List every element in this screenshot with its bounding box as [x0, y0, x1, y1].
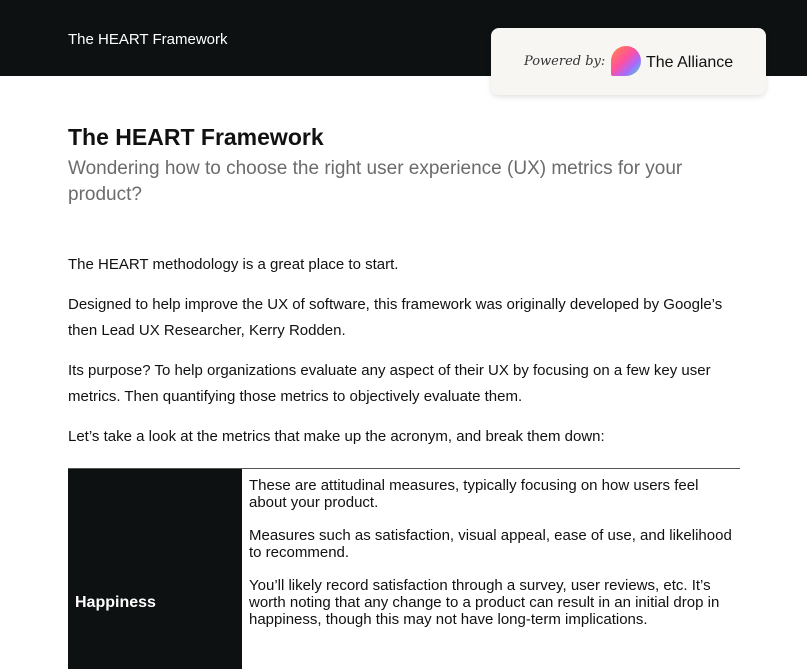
- description-text: These are attitudinal measures, typically focusing on how users feel about your product.: [249, 477, 699, 511]
- powered-by-badge[interactable]: [491, 28, 766, 95]
- brand-name: The Alliance: [646, 54, 734, 71]
- metric-cell: [68, 469, 242, 669]
- heart-table: [68, 468, 740, 668]
- top-bar: [0, 0, 807, 76]
- page-subtitle: Wondering how to choose the right user experience (UX) metrics for your product?: [68, 158, 683, 205]
- paragraph: Its purpose? To help organizations evaluate any aspect of their UX by focusing on a few key user metrics. Then quantifying those metrics to objectively evaluate them.: [68, 362, 711, 405]
- paragraph: The HEART methodology is a great place to start.: [68, 256, 399, 273]
- paragraph: Designed to help improve the UX of software, this framework was originally developed by Google’s then Lead UX Researcher, Kerry Rodden.: [68, 296, 723, 339]
- description-text: Measures such as satisfaction, visual appeal, ease of use, and likelihood to recommend.: [249, 527, 732, 561]
- description-text: You’ll likely record satisfaction through a survey, user reviews, etc. It’s worth noting that any change to a product can result in an initial drop in happiness, though this may not have long-term implications.: [249, 577, 720, 628]
- alliance-logo-icon: [611, 46, 641, 76]
- paragraph: Let’s take a look at the metrics that make up the acronym, and break them down:: [68, 428, 605, 445]
- metric-label: Happiness: [75, 594, 156, 611]
- page-title: The HEART Framework: [68, 124, 324, 150]
- description-cell: [249, 477, 739, 644]
- site-title[interactable]: The HEART Framework: [68, 31, 228, 48]
- powered-by-label: Powered by:: [524, 54, 606, 69]
